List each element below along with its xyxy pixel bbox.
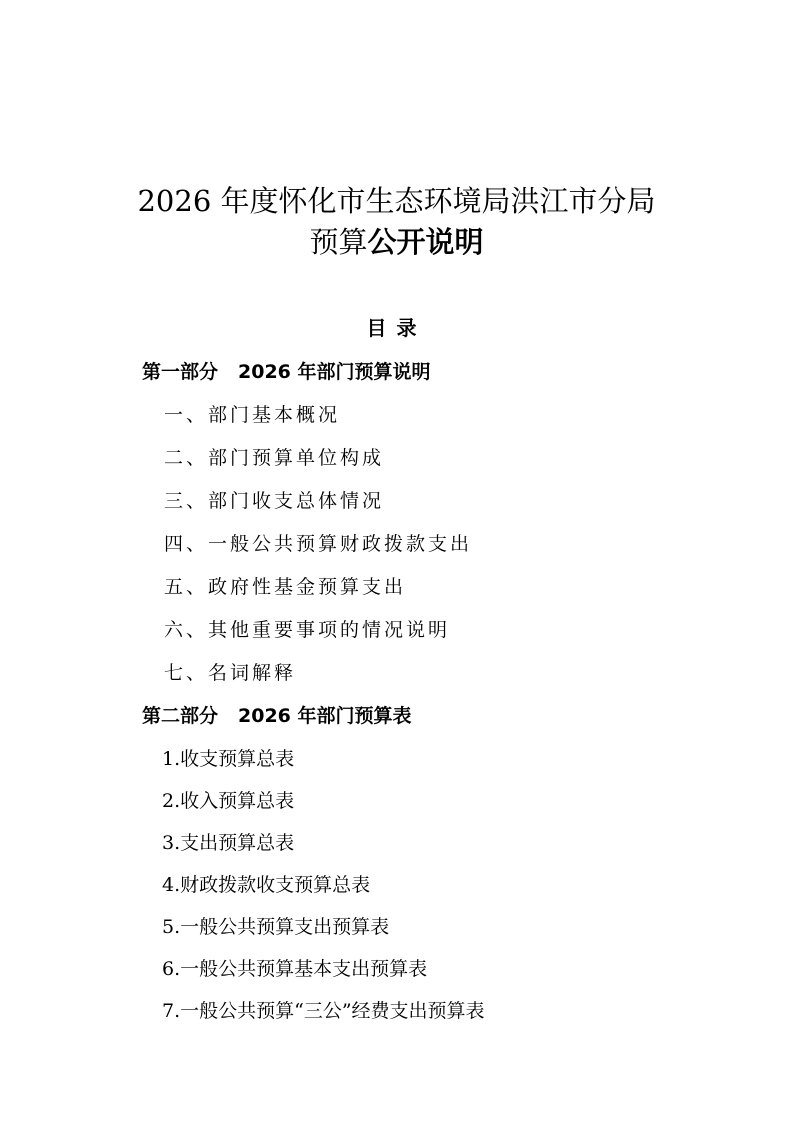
toc-table-item: 1.收支预算总表	[162, 748, 295, 770]
document-title-line-2-part-b: 公开说明	[367, 225, 484, 259]
part2-heading	[142, 703, 412, 729]
toc-item: 四、一般公共预算财政拨款支出	[164, 533, 473, 555]
toc-table-item: 5.一般公共预算支出预算表	[162, 916, 390, 938]
toc-item: 五、政府性基金预算支出	[164, 576, 407, 598]
part2-label: 第二部分	[142, 705, 219, 727]
part2-title: 2026 年部门预算表	[238, 705, 412, 727]
toc-table-item: 7.一般公共预算“三公”经费支出预算表	[162, 1000, 485, 1022]
toc-item: 六、其他重要事项的情况说明	[164, 619, 451, 641]
toc-table-item: 6.一般公共预算基本支出预算表	[162, 958, 428, 980]
document-title-line-2-part-a: 预算	[309, 225, 368, 259]
toc-item: 三、部门收支总体情况	[164, 490, 385, 512]
part1-heading	[142, 359, 431, 385]
part1-label: 第一部分	[142, 361, 219, 383]
toc-table-item: 2.收入预算总表	[162, 790, 295, 812]
toc-item: 二、部门预算单位构成	[164, 447, 385, 469]
toc-item: 七、名词解释	[164, 662, 297, 684]
toc-heading: 目录	[366, 316, 427, 340]
toc-table-item: 3.支出预算总表	[162, 832, 295, 854]
toc-item: 一、部门基本概况	[164, 404, 341, 426]
toc-table-item: 4.财政拨款收支预算总表	[162, 874, 371, 896]
document-title-line-1: 2026 年度怀化市生态环境局洪江市分局	[137, 184, 656, 218]
part1-title: 2026 年部门预算说明	[238, 361, 431, 383]
document-title-line-2	[0, 225, 793, 259]
